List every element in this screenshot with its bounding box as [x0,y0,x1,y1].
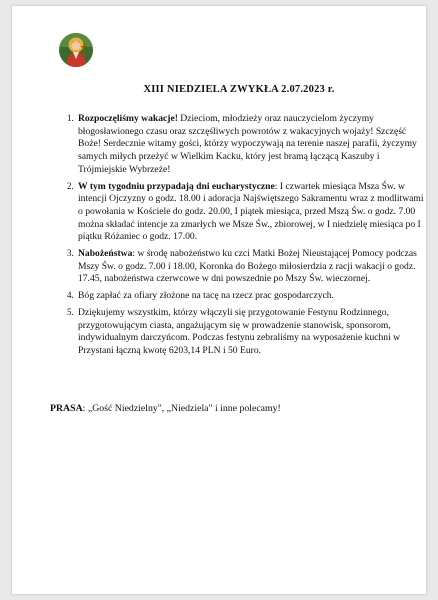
notice-lead: Rozpoczęliśmy wakacje! [78,113,178,124]
notice-text: Bóg zapłać za ofiary złożone na tacę na rzecz prac gospodarczych. [78,290,334,302]
notice-text: Dziękujemy wszystkim, którzy włączyli się przygotowanie Festynu Rodzinnego, przygotowującym ciasta, angażującym się w prowadzenie stanowisk, sponsorom, indywidualnym darczyńcom. Podczas festynu zebraliśmy na wyposażenie kuchni w Przystani łączną kwotę 6203,14 PLN i 50 Euro. [78,306,401,356]
notices-list [42,112,428,361]
notice-lead: Nabożeństwa [78,248,133,260]
document-page [12,6,426,594]
saint-icon [59,33,93,67]
press-text: : „Gość Niedzielny", „Niedziela" i inne polecamy! [82,403,281,414]
list-item [76,306,428,358]
list-item [76,180,428,245]
notice-text: : I czwartek miesiąca Msza Św. w intencji Ojczyzny o godz. 18.00 i adoracja Najświętszego Sakramentu wraz z modlitwami o powołania w Kościele do godz. 20.00, I piątek miesiąca, przed Mszą Św. o godz. 7.00 można składać intencje za zmarłych we Msze Św., zbiorowej, w I niedzielę miesiąca po I piątku Różaniec o godz. 17.00. [78,180,424,243]
list-item [76,289,428,303]
press-note [50,403,390,414]
list-item [76,112,428,177]
notice-text: Dzieciom, młodzieży oraz nauczycielom życzymy błogosławionego czasu oraz szczęśliwych powrotów z wakacyjnych wojaży! Szczęść Boże! Serdecznie witamy gości, którzy wypoczywają na terenie naszej parafii, życzymy samych miłych przeżyć w Wielkim Kacku, który jest bramą łączącą Kaszuby i Trójmiejskie Wybrzeże! [78,113,417,175]
page-title: XIII NIEDZIELA ZWYKŁA 2.07.2023 r. [143,84,335,95]
press-label: PRASA [50,403,83,414]
notice-text: : w środę nabożeństwo ku czci Matki Bożej Nieustającej Pomocy podczas Mszy Św. o godz. 7.00 i 18.00, Koronka do Bożego miłosierdzia z racji wakacji o godz. 17.45, nabożeństwa czerwcowe w dni powszednie po Mszy Św. wieczornej. [78,248,417,285]
list-item [76,247,428,286]
notice-lead: W tym tygodniu przypadają dni eucharystyczne [78,180,275,192]
